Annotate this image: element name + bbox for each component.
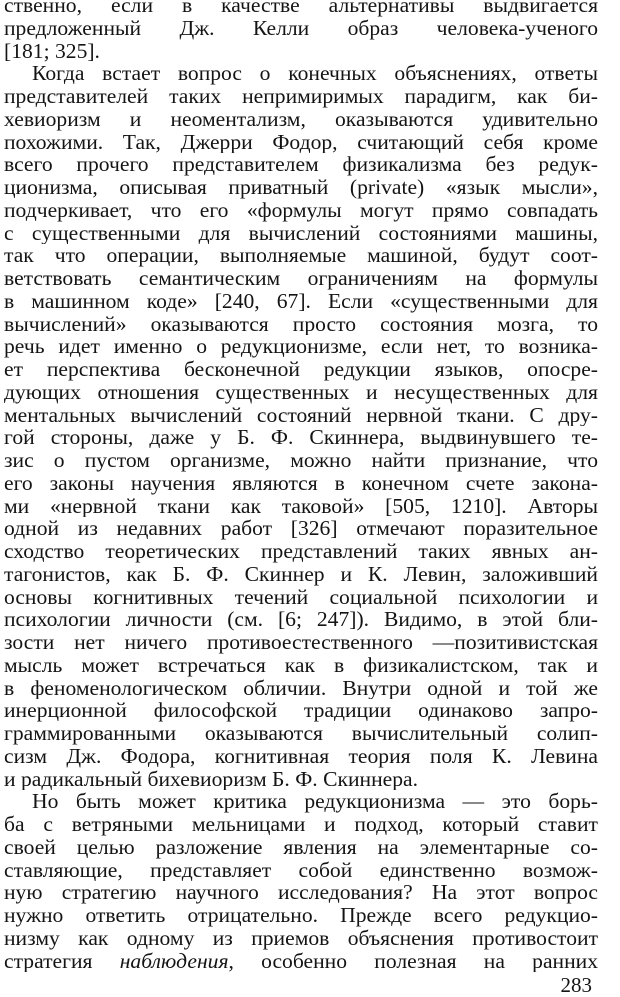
- text-line: и радикальный бихевиоризм Б. Ф. Скиннера.: [4, 767, 419, 791]
- text-line: предложенный Дж. Келли образ человека-ученого: [4, 16, 598, 40]
- text-line: мысль может встречаться как в физикалистском, так и: [4, 653, 598, 677]
- text-line: представителей таких непримиримых парадигм, как би-: [4, 85, 598, 108]
- text-line: Когда встает вопрос о конечных объяснениях, ответы: [32, 62, 598, 85]
- text-line: психологии личности (см. [6; 247]). Видимо, в этой бли-: [4, 608, 598, 631]
- text-line: его законы научения являются в конечном счете закона-: [4, 471, 598, 495]
- text-line: [181; 325].: [4, 39, 100, 63]
- text-line: с существенными для вычислений состояниями машины,: [4, 221, 598, 245]
- text-line: стратегия наблюдения, особенно полезная на ранних: [4, 949, 598, 973]
- body-text: [4, 0, 598, 972]
- text-line: своей целью разложение явления на элементарные со-: [4, 835, 598, 859]
- text-line: в машинном коде» [240, 67]. Если «существенными для: [4, 289, 598, 313]
- text-line: тагонистов, как Б. Ф. Скиннер и К. Левин, заложивший: [4, 562, 598, 586]
- text-line: ет перспектива бесконечной редукции языков, опосре-: [4, 358, 598, 381]
- text-line: ми «нервной ткани как таковой» [505, 1210]. Авторы: [4, 494, 598, 518]
- text-line: гой стороны, даже у Б. Ф. Скиннера, выдвинувшего те-: [4, 426, 598, 449]
- text-line: подчеркивает, что его «формулы могут прямо совпадать: [4, 198, 598, 222]
- text-line: сходство теоретических представлений таких явных ан-: [4, 540, 598, 563]
- text-line: ба с ветряными мельницами и подход, который ставит: [4, 813, 598, 836]
- text-line: ветствовать семантическим ограничениям на формулы: [4, 267, 598, 290]
- text-line: дующих отношения существенных и несущественных для: [4, 380, 598, 404]
- text-line: так что операции, выполняемые машиной, будут соот-: [4, 244, 598, 267]
- text-line: одной из недавних работ [326] отмечают поразительное: [4, 517, 598, 540]
- text-line: ментальных вычислений состояний нервной ткани. С дру-: [4, 403, 598, 427]
- text-line: ственно, если в качестве альтернативы выдвигается: [4, 0, 598, 17]
- text-line: инерционной философской традиции одинаково запро-: [4, 699, 598, 722]
- text-line: ставляющие, представляет собой единственно возмож-: [4, 858, 598, 882]
- text-line: низму как одному из приемов объяснения противостоит: [4, 926, 598, 950]
- text-line: зости нет ничего противоестественного —позитивистская: [4, 631, 598, 654]
- text-line: в феноменологическом обличии. Внутри одной и той же: [4, 676, 598, 700]
- text-line: похожими. Так, Джерри Фодор, считающий себя кроме: [4, 130, 598, 154]
- page-number: 283: [560, 973, 592, 997]
- text-line: нужно ответить отрицательно. Прежде всего редукцио-: [4, 904, 598, 927]
- text-line: ционизма, описывая приватный (private) «язык мысли»,: [4, 176, 598, 199]
- text-line: хевиоризм и неоментализм, оказываются удивительно: [4, 107, 598, 131]
- text-line: зис о пустом организме, можно найти признание, что: [4, 449, 598, 472]
- text-line: Но быть может критика редукционизма — это борь-: [32, 790, 598, 813]
- text-line: вычислений» оказываются просто состояния мозга, то: [4, 312, 598, 336]
- text-line: ную стратегию научного исследования? На этот вопрос: [4, 881, 598, 904]
- text-line: граммированными оказываются вычислительный солип-: [4, 722, 598, 745]
- text-line: речь идет именно о редукционизме, если нет, то возника-: [4, 335, 598, 358]
- text-line: сизм Дж. Фодора, когнитивная теория поля К. Левина: [4, 744, 598, 768]
- text-line: всего прочего представителем физикализма без редук-: [4, 153, 598, 176]
- text-line: основы когнитивных течений социальной психологии и: [4, 585, 598, 609]
- emphasized-word: наблюдения: [119, 949, 229, 973]
